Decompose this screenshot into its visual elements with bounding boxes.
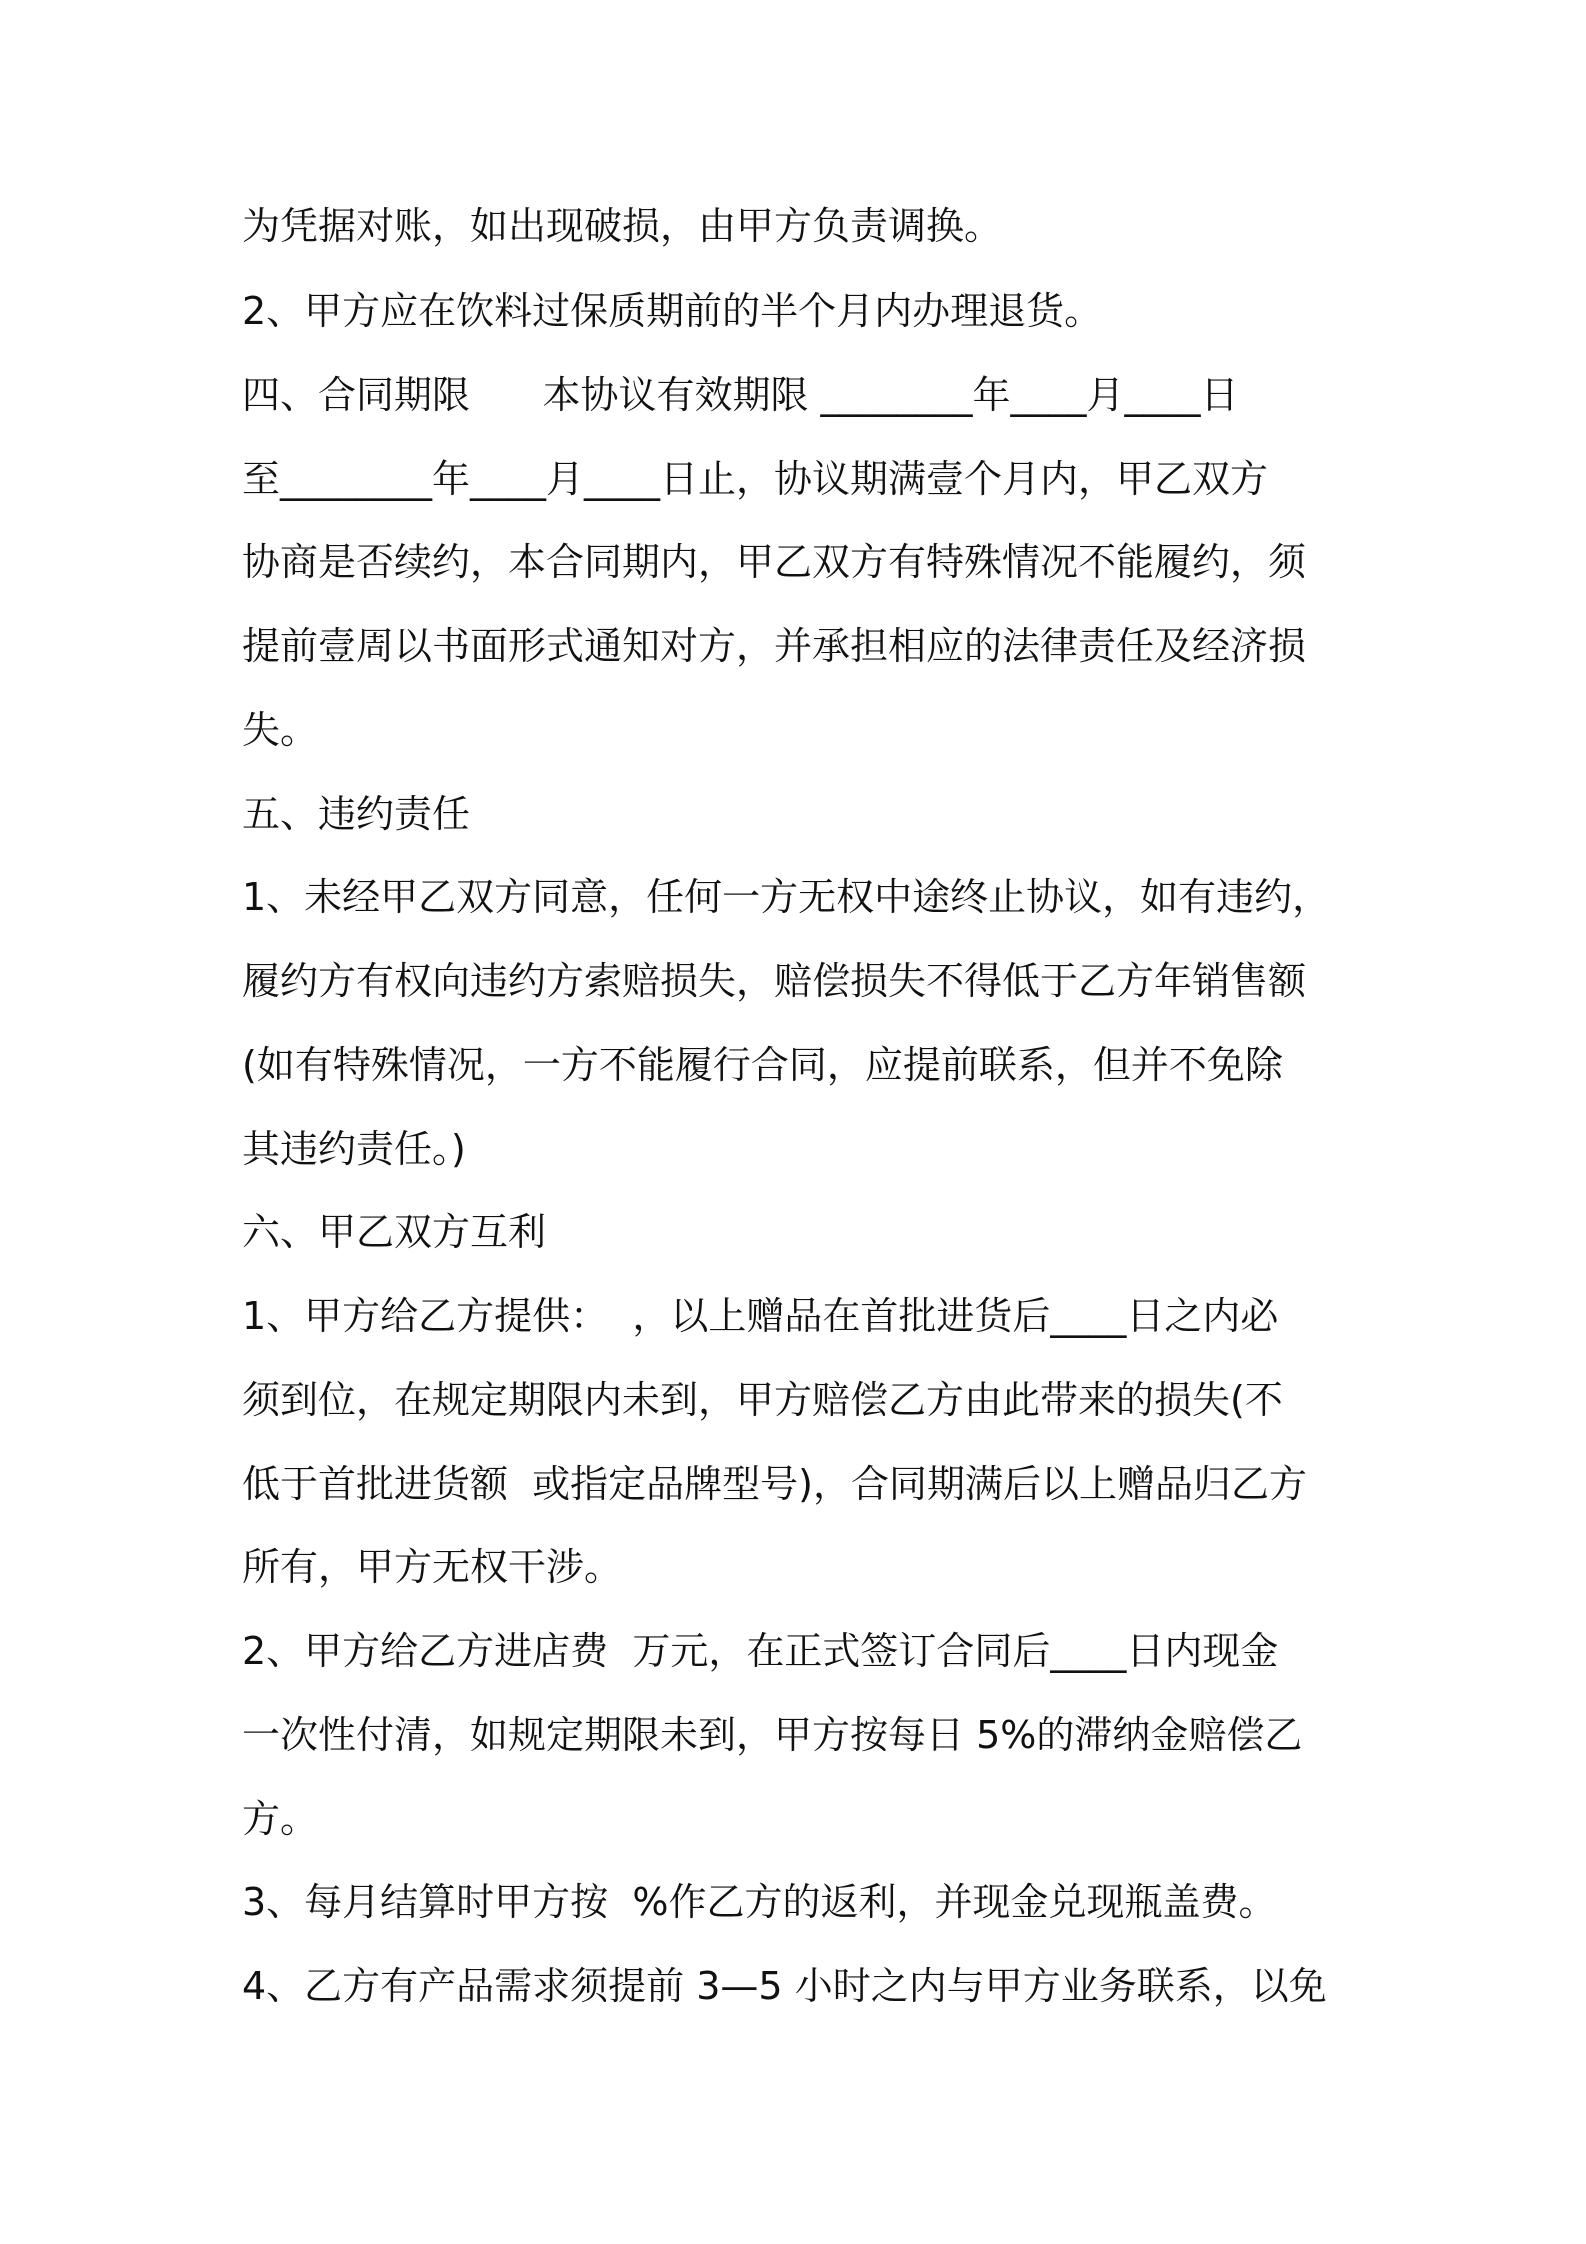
- text-line: 协商是否续约，本合同期内，甲乙双方有特殊情况不能履约，须: [242, 540, 1307, 584]
- text-line: 1、未经甲乙双方同意，任何一方无权中途终止协议，如有违约，: [242, 875, 1331, 919]
- text-line: 3、每月结算时甲方按 %作乙方的返利，并现金兑现瓶盖费。: [242, 1880, 1277, 1924]
- text-line: 为凭据对账，如出现破损，由甲方负责调换。: [242, 204, 1003, 248]
- text-line: 1、甲方给乙方提供： ，以上赠品在首批进货后____日之内必: [242, 1294, 1279, 1338]
- text-line: 所有，甲方无权干涉。: [242, 1545, 623, 1589]
- text-line: 履约方有权向违约方索赔损失，赔偿损失不得低于乙方年销售额: [242, 959, 1307, 1003]
- text-line: 2、甲方给乙方进店费 万元，在正式签订合同后____日内现金: [242, 1629, 1279, 1673]
- text-line: 4、乙方有产品需求须提前 3—5 小时之内与甲方业务联系，以免: [242, 1964, 1327, 2008]
- text-line: (如有特殊情况，一方不能履行合同，应提前联系，但并不免除: [242, 1043, 1283, 1087]
- text-line: 至________年____月____日止，协议期满壹个月内，甲乙双方: [242, 457, 1269, 501]
- section-heading: 五、违约责任: [242, 792, 471, 836]
- text-line: 一次性付清，如规定期限未到，甲方按每日 5%的滞纳金赔偿乙: [242, 1713, 1303, 1757]
- text-line: 低于首批进货额 或指定品牌型号)，合同期满后以上赠品归乙方: [242, 1462, 1307, 1506]
- section-heading: 六、甲乙双方互利: [242, 1210, 547, 1254]
- text-line: 失。: [242, 708, 319, 752]
- text-line: 四、合同期限 本协议有效期限 ________年____月____日: [242, 373, 1239, 417]
- text-line: 2、甲方应在饮料过保质期前的半个月内办理退货。: [242, 289, 1103, 333]
- text-line: 方。: [242, 1797, 319, 1841]
- text-line: 提前壹周以书面形式通知对方，并承担相应的法律责任及经济损: [242, 624, 1307, 668]
- text-line: 须到位，在规定期限内未到，甲方赔偿乙方由此带来的损失(不: [242, 1378, 1283, 1422]
- text-line: 其违约责任。): [242, 1127, 466, 1171]
